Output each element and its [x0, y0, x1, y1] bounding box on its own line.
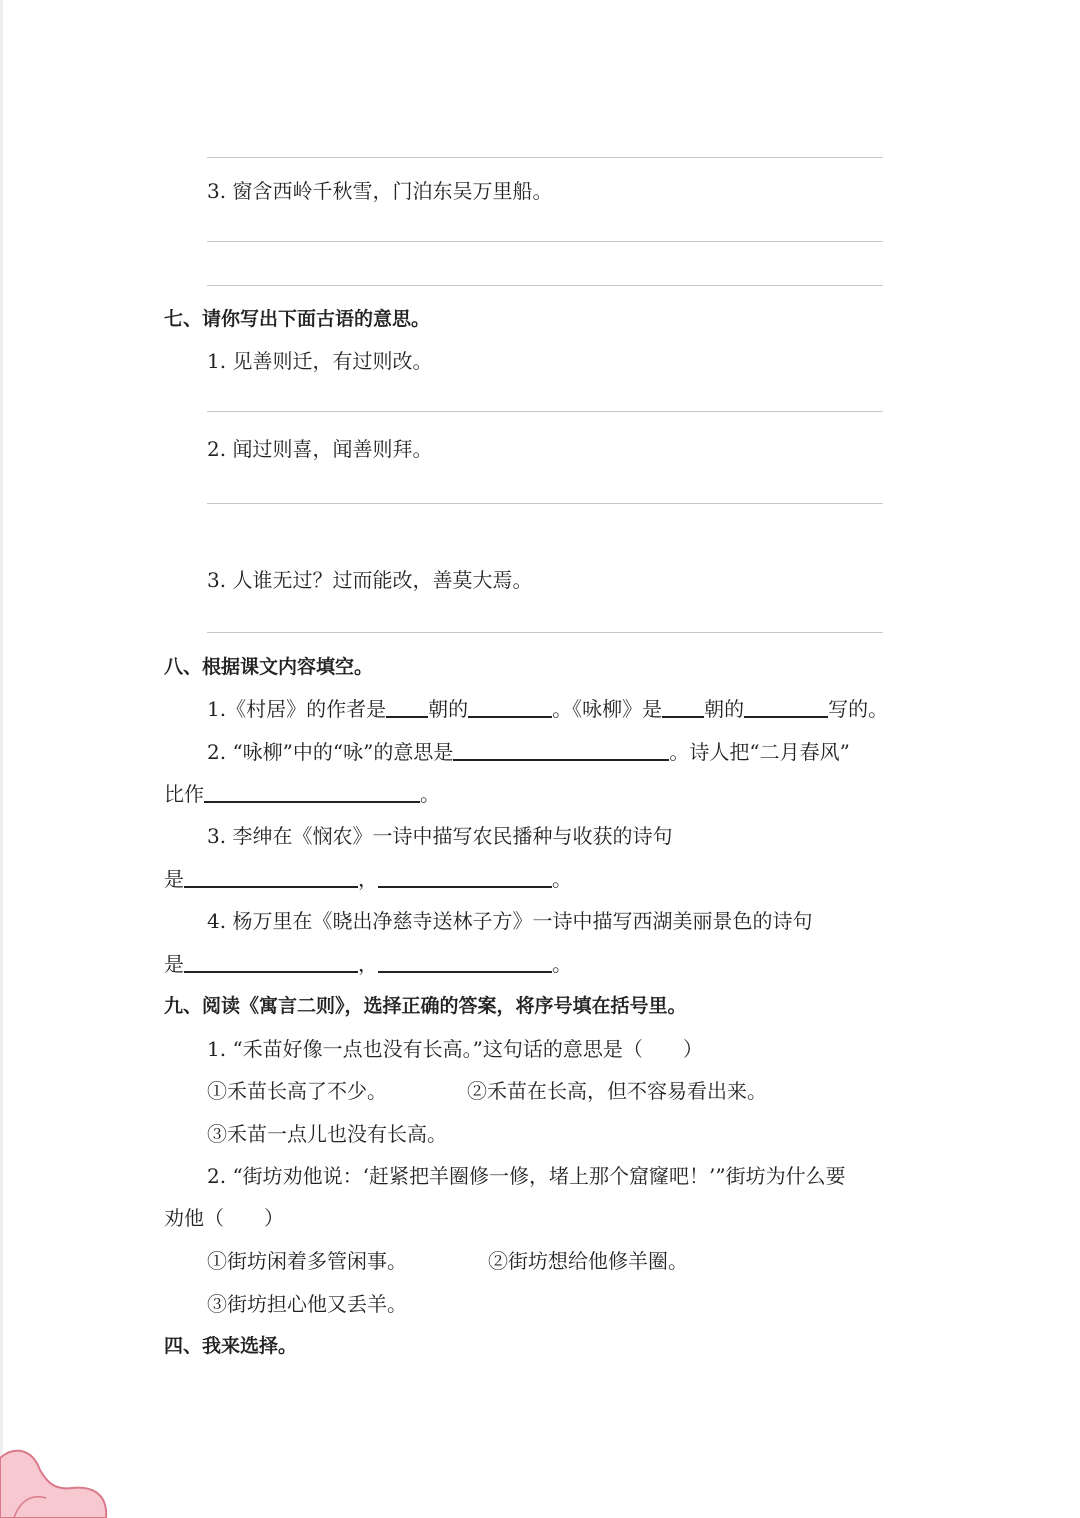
s9-q2-opt1: ①街坊闲着多管闲事。 [207, 1249, 407, 1273]
s8-q2 [207, 737, 850, 767]
page-left-edge [0, 0, 3, 1518]
section-9-heading: 九、阅读《寓言二则》，选择正确的答案，将序号填在括号里。 [164, 995, 687, 1017]
s9-q1-opt3: ③禾苗一点儿也没有长高。 [207, 1122, 447, 1146]
s7-q2: 2. 闻过则喜，闻善则拜。 [207, 437, 433, 461]
s8-q1-text-4: 朝的 [704, 697, 745, 721]
s8-q4-end: 。 [552, 952, 572, 976]
s8-q4-cont [164, 949, 572, 979]
fill-blank[interactable] [744, 696, 828, 718]
s9-q2-cont: 劝他（ ） [164, 1206, 284, 1230]
s8-q2-text-2: 。诗人把“二月春风” [669, 740, 850, 764]
s8-q3-end: 。 [552, 867, 572, 891]
flower-decoration-icon [0, 1440, 115, 1518]
fill-blank[interactable] [468, 696, 552, 718]
s8-q4-sep: ， [358, 952, 378, 976]
s8-q3: 3. 李绅在《悯农》一诗中描写农民播种与收获的诗句 [207, 824, 673, 848]
section-8-heading: 八、根据课文内容填空。 [164, 656, 374, 678]
answer-line [207, 285, 883, 286]
s9-q2-opt3: ③街坊担心他又丢羊。 [207, 1292, 407, 1316]
s9-q1-opt1: ①禾苗长高了不少。 [207, 1079, 387, 1103]
s6-q3: 3. 窗含西岭千秋雪，门泊东吴万里船。 [207, 179, 553, 203]
answer-line [207, 411, 883, 412]
s8-q1-text-5: 写的。 [828, 697, 889, 721]
answer-line [207, 157, 883, 158]
s9-q2: 2. “街坊劝他说：‘赶紧把羊圈修一修，堵上那个窟窿吧！’”街坊为什么要 [207, 1164, 846, 1188]
s7-q1: 1. 见善则迁，有过则改。 [207, 349, 433, 373]
fill-blank[interactable] [453, 739, 669, 761]
fill-blank[interactable] [378, 866, 552, 888]
s8-q1 [207, 694, 888, 724]
s8-q2-text-1: 2. “咏柳”中的“咏”的意思是 [207, 740, 454, 764]
fill-blank[interactable] [662, 696, 704, 718]
s9-q1: 1. “禾苗好像一点也没有长高。”这句话的意思是（ ） [207, 1037, 703, 1061]
s8-q3-sep: ， [358, 867, 378, 891]
fill-blank[interactable] [386, 696, 428, 718]
s7-q3: 3. 人谁无过？过而能改，善莫大焉。 [207, 568, 533, 592]
answer-line [207, 503, 883, 504]
s8-q1-text-1: 1.《村居》的作者是 [207, 697, 387, 721]
fill-blank[interactable] [184, 866, 358, 888]
s8-q2-text-3: 比作 [164, 782, 204, 806]
s8-q4-text-1: 是 [164, 952, 184, 976]
section-4-heading: 四、我来选择。 [164, 1335, 298, 1357]
s9-q1-opt2: ②禾苗在长高，但不容易看出来。 [467, 1079, 767, 1103]
s8-q4: 4. 杨万里在《晓出净慈寺送林子方》一诗中描写西湖美丽景色的诗句 [207, 909, 813, 933]
answer-line [207, 632, 883, 633]
fill-blank[interactable] [204, 781, 420, 803]
fill-blank[interactable] [378, 951, 552, 973]
fill-blank[interactable] [184, 951, 358, 973]
section-7-heading: 七、请你写出下面古语的意思。 [164, 308, 431, 330]
answer-line [207, 241, 883, 242]
s8-q3-cont [164, 864, 572, 894]
s8-q2-cont [164, 779, 440, 809]
s8-q1-text-3: 。《咏柳》是 [552, 697, 663, 721]
s8-q3-text-1: 是 [164, 867, 184, 891]
s8-q2-text-4: 。 [420, 782, 440, 806]
s9-q2-opt2: ②街坊想给他修羊圈。 [488, 1249, 688, 1273]
s8-q1-text-2: 朝的 [428, 697, 469, 721]
